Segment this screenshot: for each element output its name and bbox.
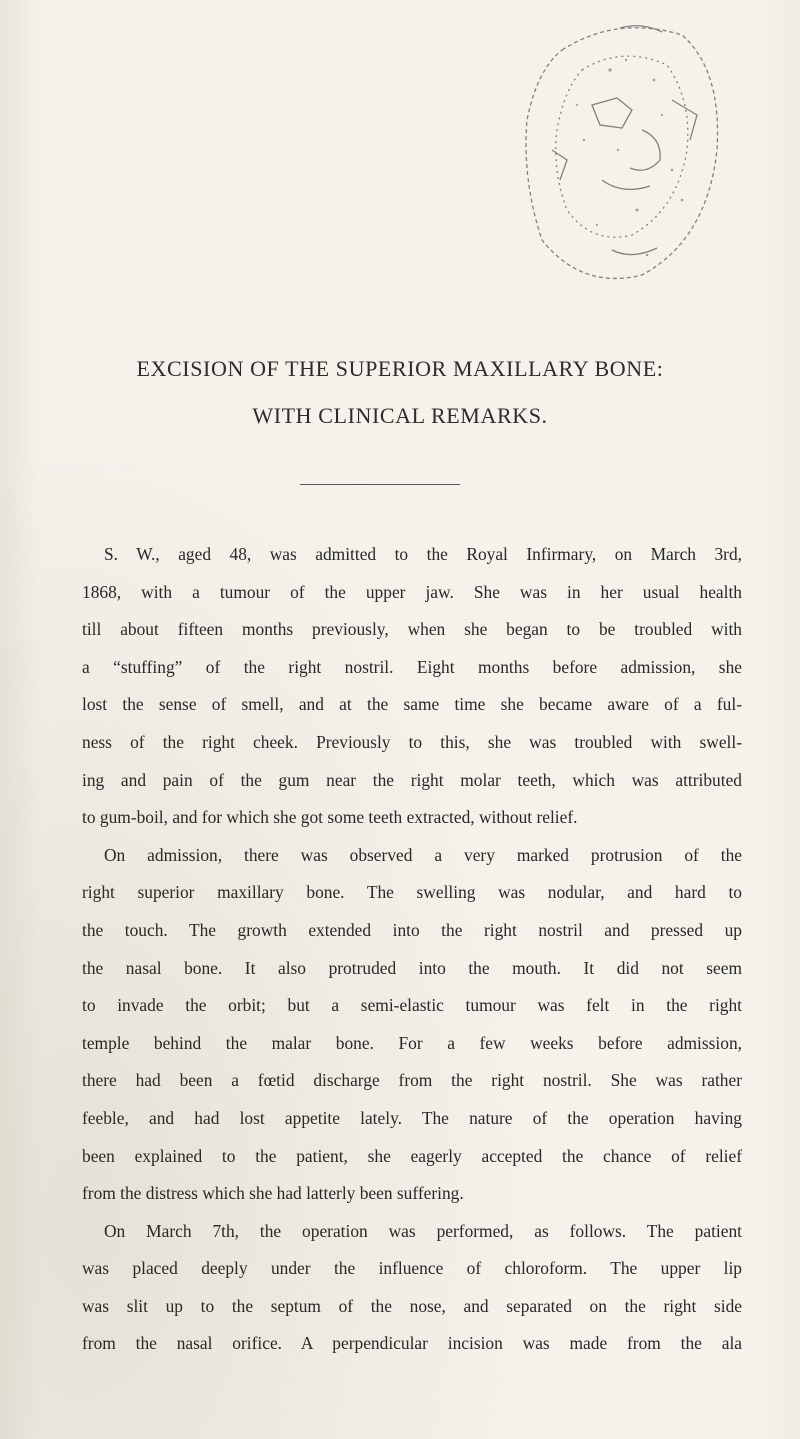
- text-line: was slit up to the septum of the nose, and separated on the right side: [82, 1295, 742, 1316]
- text-line: On March 7th, the operation was performed, as follows. The patient: [104, 1220, 742, 1241]
- text-line: to gum-boil, and for which she got some teeth extracted, without relief.: [82, 807, 578, 828]
- text-line: the touch. The growth extended into the right nostril and pressed up: [82, 919, 742, 940]
- text-line: feeble, and had lost appetite lately. The nature of the operation having: [82, 1107, 742, 1128]
- text-line: a “stuffing” of the right nostril. Eight months before admission, she: [82, 656, 742, 677]
- text-line: from the distress which she had latterly been suffering.: [82, 1183, 464, 1204]
- text-line: lost the sense of smell, and at the same time she became aware of a ful-: [82, 694, 742, 715]
- text-line: On admission, there was observed a very marked protrusion of the: [104, 844, 742, 865]
- text-line: to invade the orbit; but a semi-elastic tumour was felt in the right: [82, 995, 742, 1016]
- text-line: ness of the right cheek. Previously to this, she was troubled with swell-: [82, 731, 742, 752]
- text-line: been explained to the patient, she eagerly accepted the chance of relief: [82, 1145, 742, 1166]
- text-line: there had been a fœtid discharge from the right nostril. She was rather: [82, 1070, 742, 1091]
- text-line: right superior maxillary bone. The swelling was nodular, and hard to: [82, 882, 742, 903]
- body-text: [82, 536, 742, 1363]
- text-line: S. W., aged 48, was admitted to the Royal Infirmary, on March 3rd,: [104, 544, 742, 564]
- text-line: temple behind the malar bone. For a few weeks before admission,: [82, 1032, 742, 1053]
- library-stamp-icon: [522, 10, 727, 290]
- title-divider: [300, 484, 460, 485]
- text-line: was placed deeply under the influence of chloroform. The upper lip: [82, 1258, 742, 1279]
- document-title: EXCISION OF THE SUPERIOR MAXILLARY BONE:: [136, 356, 664, 381]
- document-subtitle: WITH CLINICAL REMARKS.: [252, 403, 548, 428]
- text-line: from the nasal orifice. A perpendicular incision was made from the ala: [82, 1333, 742, 1354]
- text-line: ing and pain of the gum near the right molar teeth, which was attributed: [82, 769, 742, 790]
- text-line: 1868, with a tumour of the upper jaw. She was in her usual health: [82, 581, 742, 602]
- text-line: the nasal bone. It also protruded into the mouth. It did not seem: [82, 957, 742, 978]
- text-line: till about fifteen months previously, when she began to be troubled with: [82, 619, 742, 640]
